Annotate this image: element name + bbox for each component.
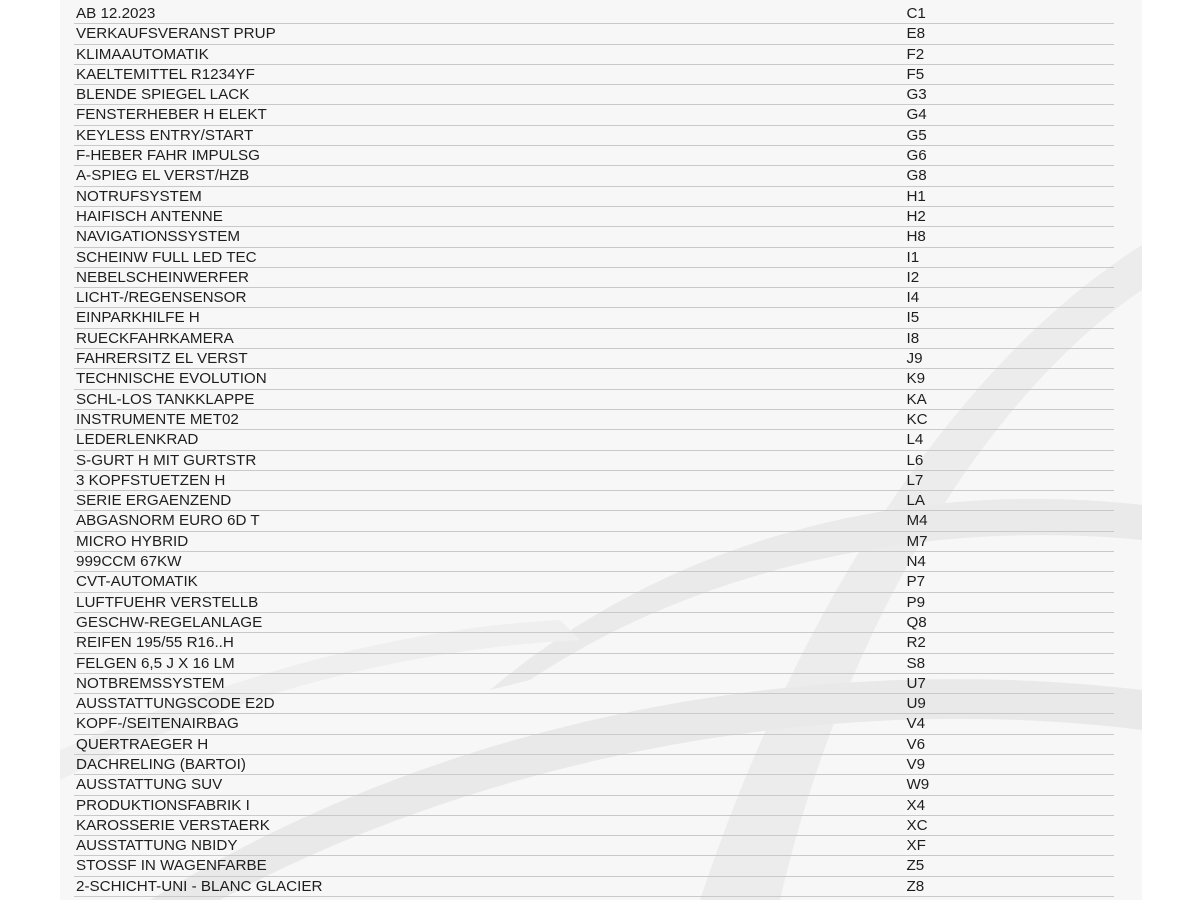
equipment-name-cell: INSTRUMENTE MET02 <box>74 409 904 429</box>
equipment-code-cell: F5 <box>904 64 1114 84</box>
equipment-name-cell: PRODUKTIONSFABRIK I <box>74 795 904 815</box>
equipment-code-cell: XC <box>904 815 1114 835</box>
equipment-code-cell: U7 <box>904 673 1114 693</box>
table-row <box>74 308 1114 328</box>
table-row <box>74 288 1114 308</box>
equipment-code-cell: G4 <box>904 105 1114 125</box>
equipment-name-cell: LICHT-/REGENSENSOR <box>74 288 904 308</box>
equipment-table <box>74 4 1114 897</box>
equipment-name-cell: KLIMAAUTOMATIK <box>74 44 904 64</box>
table-row <box>74 815 1114 835</box>
equipment-name-cell: GESCHW-REGELANLAGE <box>74 612 904 632</box>
equipment-code-cell: J9 <box>904 349 1114 369</box>
equipment-name-cell: SCHL-LOS TANKKLAPPE <box>74 389 904 409</box>
equipment-code-cell: KA <box>904 389 1114 409</box>
equipment-name-cell: FELGEN 6,5 J X 16 LM <box>74 653 904 673</box>
equipment-name-cell: SCHEINW FULL LED TEC <box>74 247 904 267</box>
equipment-code-cell: I8 <box>904 328 1114 348</box>
equipment-code-cell: I4 <box>904 288 1114 308</box>
equipment-name-cell: STOSSF IN WAGENFARBE <box>74 856 904 876</box>
equipment-code-cell: L7 <box>904 470 1114 490</box>
equipment-name-cell: AB 12.2023 <box>74 4 904 24</box>
equipment-name-cell: SERIE ERGAENZEND <box>74 491 904 511</box>
table-row <box>74 389 1114 409</box>
equipment-name-cell: EINPARKHILFE H <box>74 308 904 328</box>
equipment-code-cell: E8 <box>904 24 1114 44</box>
equipment-code-cell: I2 <box>904 267 1114 287</box>
equipment-code-cell: X4 <box>904 795 1114 815</box>
table-row <box>74 64 1114 84</box>
equipment-code-cell: M4 <box>904 511 1114 531</box>
table-row <box>74 633 1114 653</box>
table-row <box>74 856 1114 876</box>
table-row <box>74 105 1114 125</box>
table-row <box>74 146 1114 166</box>
equipment-code-cell: W9 <box>904 775 1114 795</box>
equipment-name-cell: 2-SCHICHT-UNI - BLANC GLACIER <box>74 876 904 896</box>
table-row <box>74 409 1114 429</box>
equipment-code-cell: F2 <box>904 44 1114 64</box>
table-row <box>74 267 1114 287</box>
table-row <box>74 85 1114 105</box>
table-row <box>74 206 1114 226</box>
equipment-code-cell: H1 <box>904 186 1114 206</box>
equipment-code-cell: Z8 <box>904 876 1114 896</box>
equipment-code-cell: K9 <box>904 369 1114 389</box>
table-row <box>74 592 1114 612</box>
equipment-name-cell: AUSSTATTUNG NBIDY <box>74 836 904 856</box>
equipment-name-cell: QUERTRAEGER H <box>74 734 904 754</box>
equipment-code-cell: C1 <box>904 4 1114 24</box>
equipment-code-cell: LA <box>904 491 1114 511</box>
equipment-code-cell: S8 <box>904 653 1114 673</box>
equipment-name-cell: LUFTFUEHR VERSTELLB <box>74 592 904 612</box>
table-row <box>74 44 1114 64</box>
equipment-code-cell: P9 <box>904 592 1114 612</box>
equipment-code-cell: L6 <box>904 450 1114 470</box>
equipment-sheet <box>60 0 1142 900</box>
table-row <box>74 795 1114 815</box>
table-row <box>74 714 1114 734</box>
equipment-code-cell: V9 <box>904 754 1114 774</box>
table-row <box>74 694 1114 714</box>
equipment-name-cell: KOPF-/SEITENAIRBAG <box>74 714 904 734</box>
equipment-code-cell: I5 <box>904 308 1114 328</box>
table-row <box>74 166 1114 186</box>
equipment-name-cell: NOTRUFSYSTEM <box>74 186 904 206</box>
equipment-name-cell: AUSSTATTUNG SUV <box>74 775 904 795</box>
equipment-name-cell: LEDERLENKRAD <box>74 430 904 450</box>
table-row <box>74 430 1114 450</box>
equipment-code-cell: M7 <box>904 531 1114 551</box>
table-row <box>74 734 1114 754</box>
equipment-code-cell: G3 <box>904 85 1114 105</box>
equipment-name-cell: KEYLESS ENTRY/START <box>74 125 904 145</box>
table-row <box>74 247 1114 267</box>
equipment-name-cell: FENSTERHEBER H ELEKT <box>74 105 904 125</box>
equipment-code-cell: G6 <box>904 146 1114 166</box>
table-row <box>74 531 1114 551</box>
equipment-code-cell: V6 <box>904 734 1114 754</box>
equipment-code-cell: U9 <box>904 694 1114 714</box>
equipment-name-cell: S-GURT H MIT GURTSTR <box>74 450 904 470</box>
equipment-name-cell: KAROSSERIE VERSTAERK <box>74 815 904 835</box>
table-row <box>74 369 1114 389</box>
equipment-name-cell: F-HEBER FAHR IMPULSG <box>74 146 904 166</box>
equipment-code-cell: L4 <box>904 430 1114 450</box>
equipment-code-cell: KC <box>904 409 1114 429</box>
equipment-code-cell: P7 <box>904 572 1114 592</box>
equipment-code-cell: H8 <box>904 227 1114 247</box>
equipment-name-cell: VERKAUFSVERANST PRUP <box>74 24 904 44</box>
table-row <box>74 470 1114 490</box>
table-row <box>74 572 1114 592</box>
table-row <box>74 836 1114 856</box>
equipment-name-cell: DACHRELING (BARTOI) <box>74 754 904 774</box>
table-row <box>74 775 1114 795</box>
equipment-name-cell: NOTBREMSSYSTEM <box>74 673 904 693</box>
table-row <box>74 349 1114 369</box>
table-row <box>74 653 1114 673</box>
equipment-code-cell: XF <box>904 836 1114 856</box>
equipment-name-cell: REIFEN 195/55 R16..H <box>74 633 904 653</box>
table-row <box>74 754 1114 774</box>
equipment-name-cell: NEBELSCHEINWERFER <box>74 267 904 287</box>
table-row <box>74 552 1114 572</box>
equipment-name-cell: CVT-AUTOMATIK <box>74 572 904 592</box>
equipment-code-cell: Z5 <box>904 856 1114 876</box>
equipment-table-body <box>74 4 1114 897</box>
equipment-name-cell: NAVIGATIONSSYSTEM <box>74 227 904 247</box>
equipment-code-cell: N4 <box>904 552 1114 572</box>
equipment-name-cell: RUECKFAHRKAMERA <box>74 328 904 348</box>
table-row <box>74 511 1114 531</box>
table-row <box>74 24 1114 44</box>
equipment-name-cell: BLENDE SPIEGEL LACK <box>74 85 904 105</box>
equipment-name-cell: TECHNISCHE EVOLUTION <box>74 369 904 389</box>
equipment-code-cell: I1 <box>904 247 1114 267</box>
table-row <box>74 125 1114 145</box>
equipment-code-cell: Q8 <box>904 612 1114 632</box>
equipment-name-cell: MICRO HYBRID <box>74 531 904 551</box>
equipment-name-cell: 3 KOPFSTUETZEN H <box>74 470 904 490</box>
equipment-code-cell: G8 <box>904 166 1114 186</box>
table-row <box>74 450 1114 470</box>
table-row <box>74 876 1114 896</box>
table-row <box>74 186 1114 206</box>
equipment-code-cell: G5 <box>904 125 1114 145</box>
equipment-code-cell: R2 <box>904 633 1114 653</box>
table-row <box>74 612 1114 632</box>
table-row <box>74 328 1114 348</box>
table-row <box>74 4 1114 24</box>
equipment-name-cell: HAIFISCH ANTENNE <box>74 206 904 226</box>
equipment-name-cell: AUSSTATTUNGSCODE E2D <box>74 694 904 714</box>
equipment-name-cell: KAELTEMITTEL R1234YF <box>74 64 904 84</box>
table-row <box>74 673 1114 693</box>
equipment-name-cell: FAHRERSITZ EL VERST <box>74 349 904 369</box>
equipment-name-cell: 999CCM 67KW <box>74 552 904 572</box>
equipment-code-cell: V4 <box>904 714 1114 734</box>
equipment-code-cell: H2 <box>904 206 1114 226</box>
table-row <box>74 227 1114 247</box>
equipment-name-cell: ABGASNORM EURO 6D T <box>74 511 904 531</box>
table-row <box>74 491 1114 511</box>
equipment-name-cell: A-SPIEG EL VERST/HZB <box>74 166 904 186</box>
